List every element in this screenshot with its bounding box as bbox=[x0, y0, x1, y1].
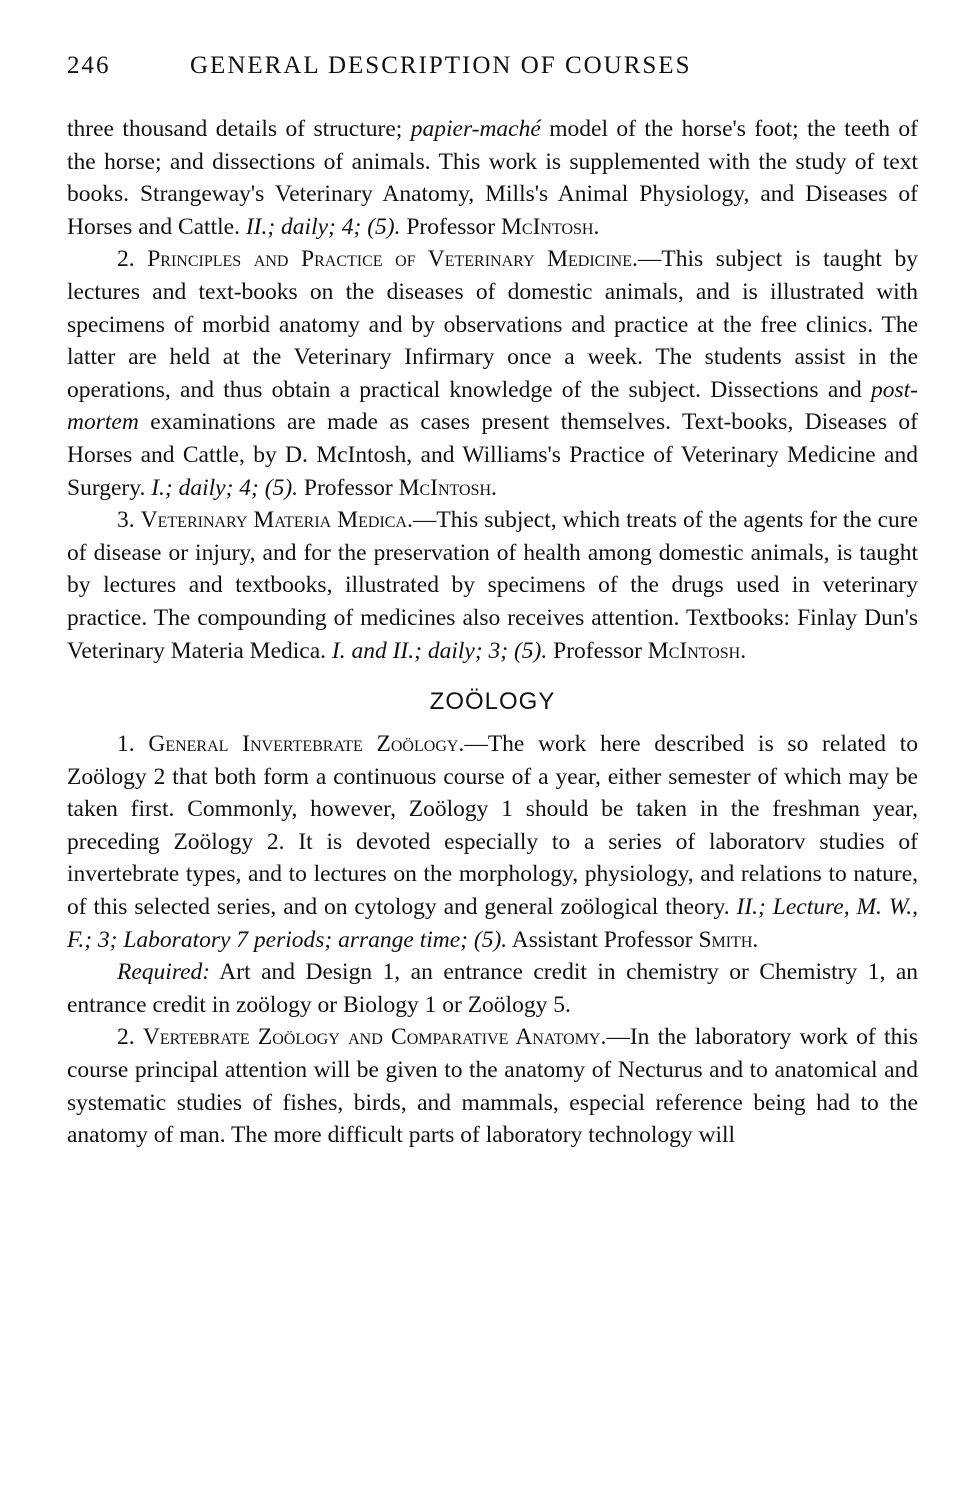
course-title: General Invertebrate Zoölogy. bbox=[148, 731, 465, 758]
course-title: Principles and Practice of Veterinary Medicine. bbox=[147, 246, 638, 273]
course-number: 2. bbox=[117, 1024, 143, 1051]
course-number: 2. bbox=[117, 246, 148, 273]
page-body bbox=[67, 113, 918, 1152]
paragraph-vet-anatomy-cont bbox=[67, 113, 918, 243]
professor-name: McIntosh. bbox=[398, 474, 497, 501]
text-run: Assistant Professor bbox=[507, 926, 699, 953]
course-zoology-2 bbox=[67, 1021, 918, 1151]
course-zoology-1 bbox=[67, 728, 918, 956]
professor-name: McIntosh. bbox=[501, 213, 600, 240]
course-schedule: I. and II.; daily; 3; (5). bbox=[331, 637, 548, 664]
text-run: model of the horse's foot; the teeth of the horse; and dissections of animals. This work is supplemented with the study of text books. Strangeway's Veterinary Anatomy, Mills's Animal Physiology, and Diseases of Horses and Cattle. bbox=[67, 116, 919, 240]
text-run: —The work here described is so related to Zoölogy 2 that both form a continuous course of a year, either semester of which may be taken first. Commonly, however, Zoölogy 1 should be taken in the freshman year, preceding Zoölogy 2. It is devoted especially to a series of laboratorv studies of invertebrate types, and to lectures on the morphology, physiology, and relations to nature, of this selected series, and on cytology and general zoölogical theory. bbox=[67, 731, 918, 921]
running-head bbox=[67, 52, 918, 88]
text-run: Art and Design 1, an entrance credit in chemistry or Chemistry 1, an entrance credit in zoölogy or Biology 1 or Zoölogy 5. bbox=[67, 959, 918, 1018]
course-vet-materia-medica bbox=[67, 504, 918, 667]
italic-term: papier-maché bbox=[410, 116, 541, 142]
course-title: Veterinary Materia Medica. bbox=[140, 507, 413, 534]
professor-name: Smith. bbox=[698, 926, 759, 953]
page-number: 246 bbox=[67, 52, 111, 79]
text-run: —In the laboratory work of this course principal attention will be given to the anatomy of Necturus and to anatomical and systematic studies of fishes, birds, and mammals, especial reference being had to the anatomy of man. The more difficult parts of laboratory technology will bbox=[67, 1024, 918, 1149]
course-schedule: II.; Lecture, M. W., F.; 3; Laboratory 7 periods; arrange time; (5). bbox=[67, 894, 918, 953]
course-schedule: II.; daily; 4; (5). bbox=[245, 213, 401, 240]
text-run: Professor bbox=[298, 474, 399, 501]
text-run: Professor bbox=[547, 637, 648, 664]
required-label: Required: bbox=[117, 959, 211, 986]
text-run: —This subject, which treats of the agents for the cure of disease or injury, and for the preservation of health among domestic animals, is taught by lectures and textbooks, illustrated by specimens of the drugs used in veterinary practice. The compounding of medicines also receives attention. Textbooks: Finlay Dun's Veterinary Materia Medica. bbox=[67, 507, 919, 664]
prerequisites bbox=[67, 956, 918, 1021]
course-number: 3. bbox=[117, 507, 141, 534]
section-heading-zoology: ZOÖLOGY bbox=[429, 688, 556, 716]
course-number: 1. bbox=[117, 731, 149, 758]
course-title: Vertebrate Zoölogy and Comparative Anatomy. bbox=[142, 1024, 607, 1051]
text-run: examinations are made as cases present themselves. Text-books, Diseases of Horses and Cattle, by D. McIntosh, and Williams's Practice of Veterinary Medicine and Surgery. bbox=[67, 409, 918, 501]
course-schedule: I.; daily; 4; (5). bbox=[151, 474, 299, 501]
text-run: —This subject is taught by lectures and text-books on the diseases of domestic animals, and is illustrated with specimens of morbid anatomy and by observations and practice at the free clinics. The latter are held at the Veterinary Infirmary once a week. The students assist in the operations, and thus obtain a practical knowledge of the subject. Dissections and bbox=[67, 246, 918, 403]
course-vet-medicine bbox=[67, 243, 918, 504]
running-title: GENERAL DESCRIPTION OF COURSES bbox=[190, 52, 692, 79]
text-run: Professor bbox=[400, 213, 502, 240]
italic-term: post-mortem bbox=[67, 376, 918, 436]
professor-name: McIntosh. bbox=[647, 637, 747, 664]
text-run: three thousand details of structure; bbox=[67, 116, 411, 142]
